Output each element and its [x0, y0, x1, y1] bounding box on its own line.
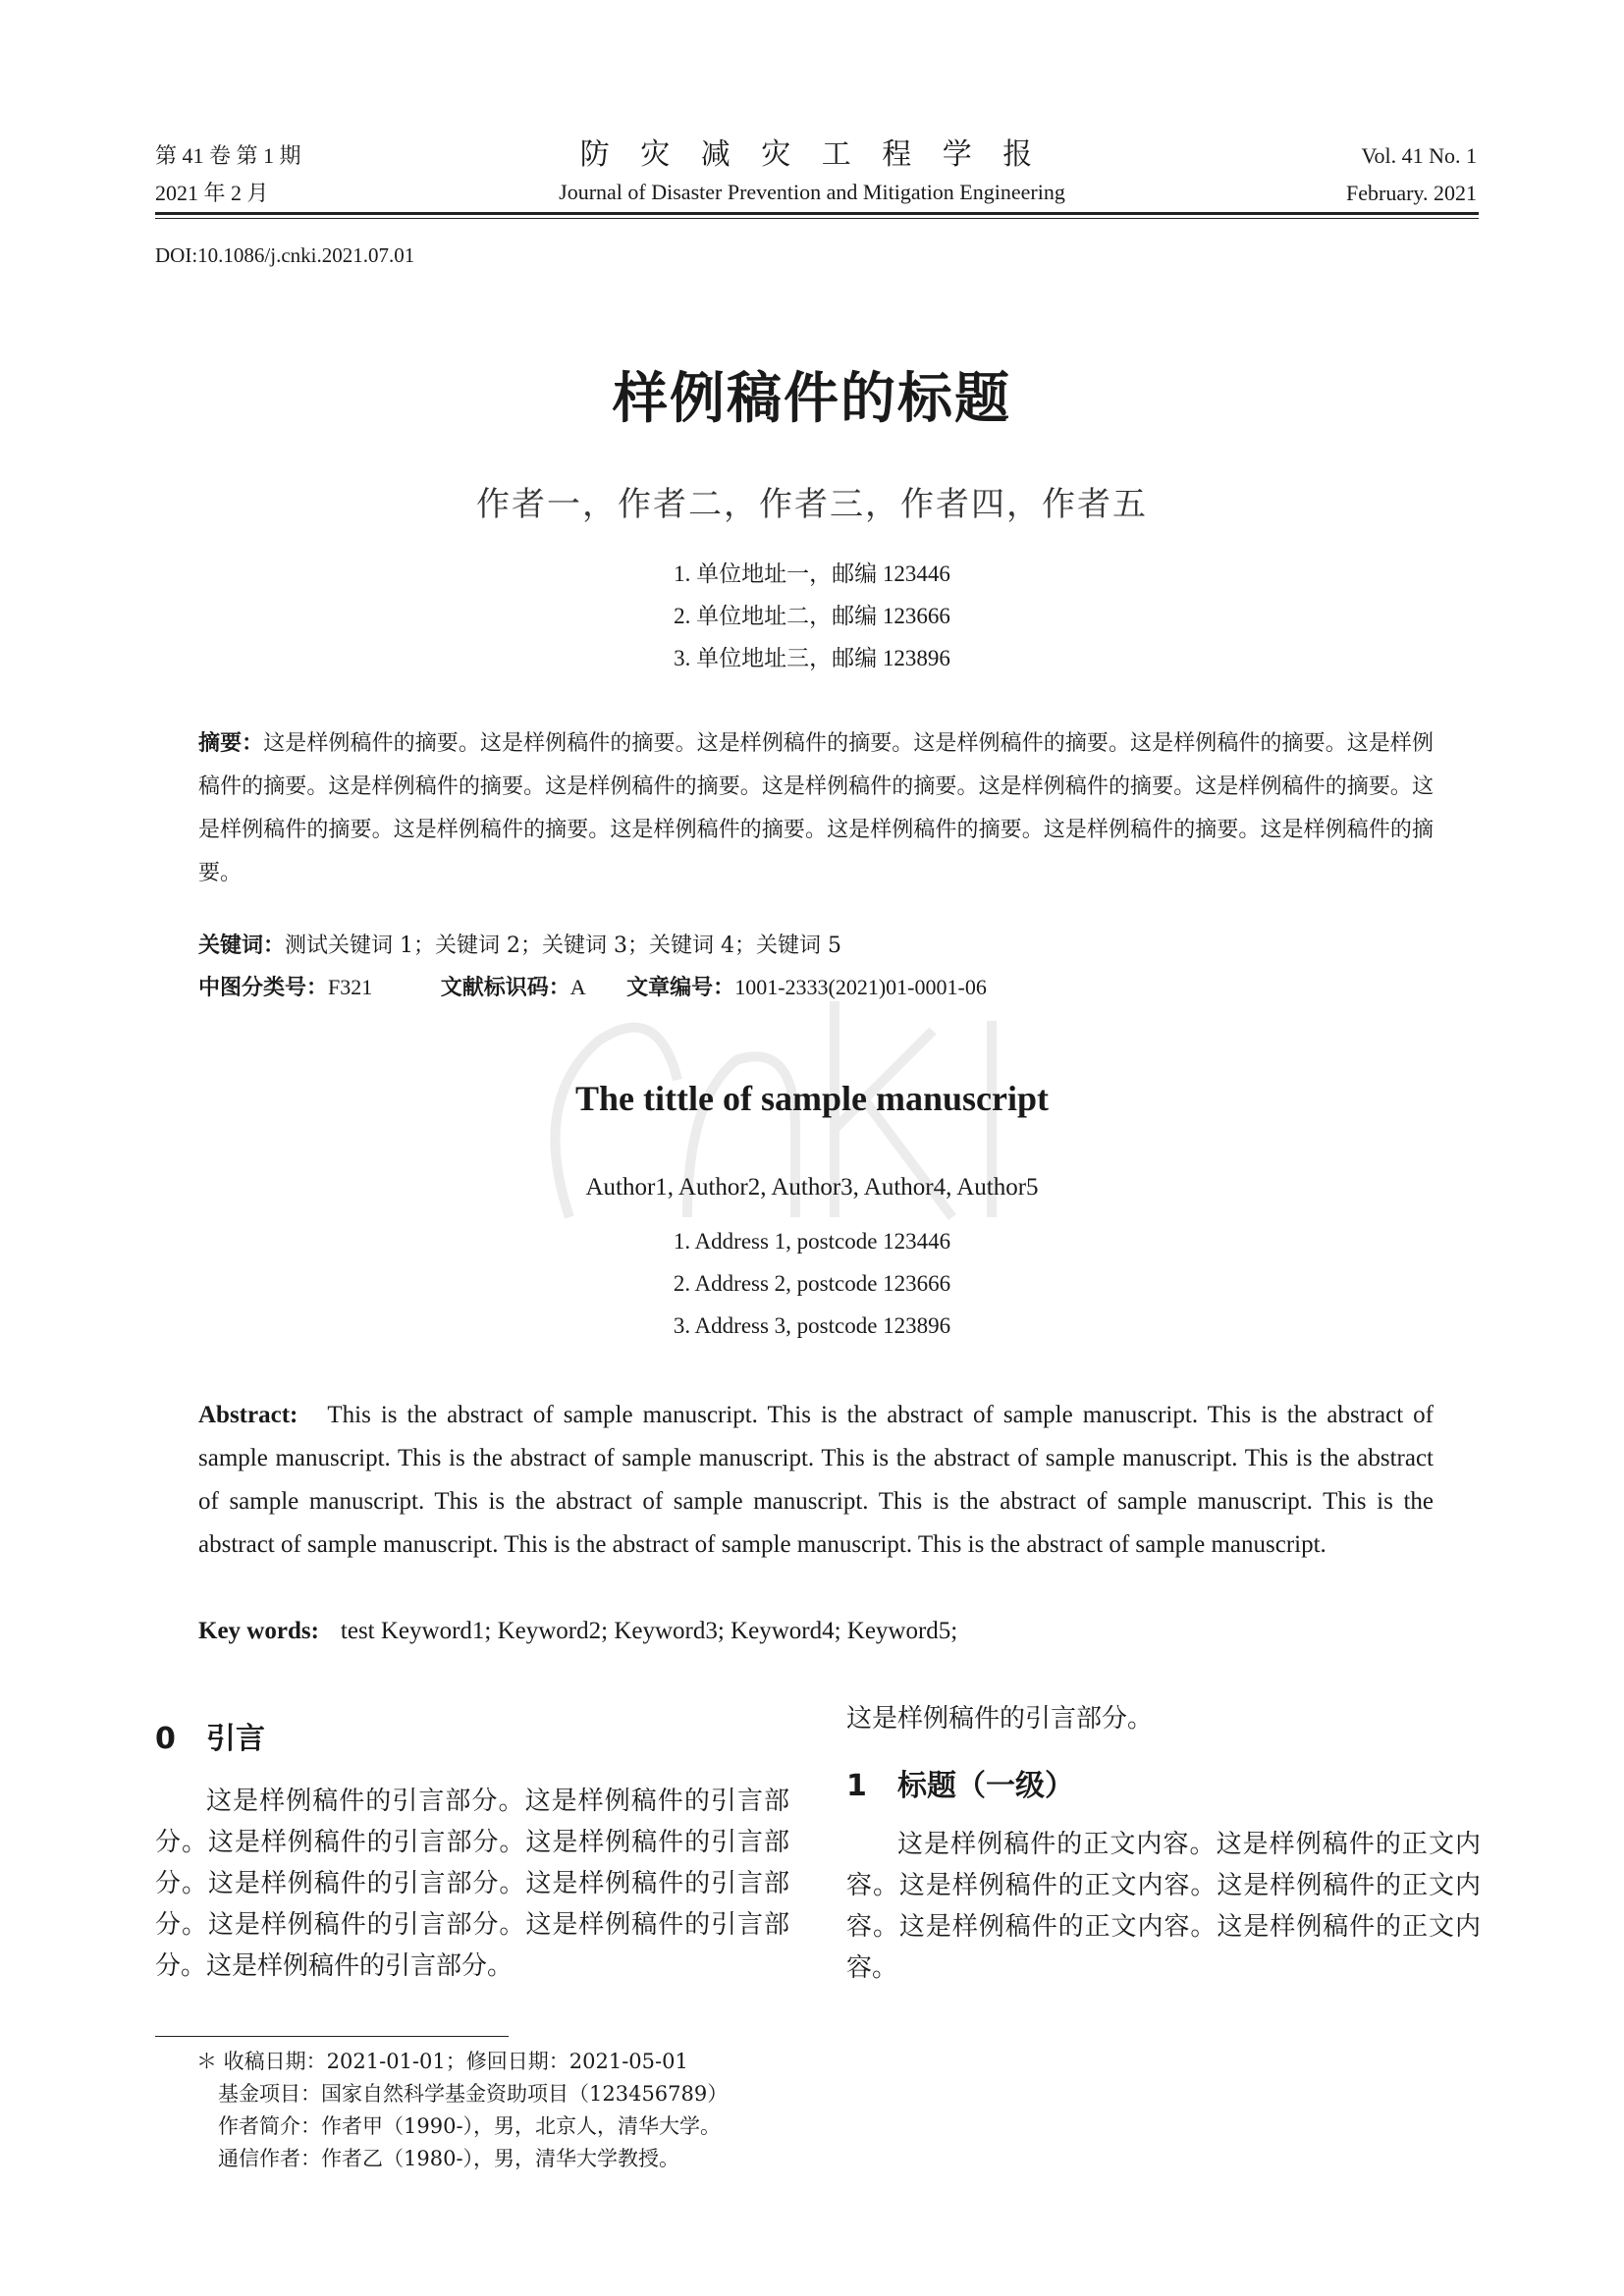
section-1-number: 1: [846, 1769, 867, 1803]
section-0-paragraph: 这是样例稿件的引言部分。这是样例稿件的引言部分。这是样例稿件的引言部分。这是样例稿件的引言部分。这是样例稿件的引言部分。这是样例稿件的引言部分。这是样例稿件的引言部分。这是样例稿件的引言部分。这是样例稿件的引言部分。: [155, 1787, 789, 1981]
header-rule-thick: [155, 212, 1479, 215]
abstract-en-text: This is the abstract of sample manuscript. This is the abstract of sample manuscript. This is the abstract of sample manuscript. This is the abstract of sample manuscript. This is the abstract of sample manuscript. This is the abstract of sample manuscript. This is the abstract of sample manuscript. This is the abstract of sample manuscript. This is the abstract of sample manuscript. This is the abstract of sample manuscript. This is the abstract of sample manuscript.: [198, 1402, 1434, 1558]
doc-code-label: 文献标识码：: [440, 976, 570, 1000]
footnote-funding: 基金项目：国家自然科学基金资助项目（123456789）: [218, 2082, 729, 2106]
footnote-author-bio: 作者简介：作者甲（1990-），男，北京人，清华大学。: [218, 2114, 722, 2138]
footnote: [196, 2046, 728, 2175]
section-0-number: 0: [155, 1722, 176, 1756]
authors-en: Author1, Author2, Author3, Author4, Author5: [585, 1174, 1039, 1201]
abstract-cn-text: 这是样例稿件的摘要。这是样例稿件的摘要。这是样例稿件的摘要。这是样例稿件的摘要。这是样例稿件的摘要。这是样例稿件的摘要。这是样例稿件的摘要。这是样例稿件的摘要。这是样例稿件的摘要。这是样例稿件的摘要。这是样例稿件的摘要。这是样例稿件的摘要。这是样例稿件的摘要。这是样例稿件的摘要。这是样例稿件的摘要。这是样例稿件的摘要。这是样例稿件的摘要。: [198, 731, 1434, 885]
affiliation-en-3: 3. Address 3, postcode 123896: [673, 1313, 951, 1338]
section-0-title: 引言: [206, 1722, 265, 1756]
doc-code-value: A: [569, 975, 586, 999]
volume-cn: 第 41 卷 第 1 期: [155, 143, 301, 168]
affiliation-en-1: 1. Address 1, postcode 123446: [673, 1229, 951, 1254]
title-cn: 样例稿件的标题: [613, 367, 1011, 431]
abstract-en-label: Abstract:: [198, 1402, 298, 1428]
keywords-en-label: Key words:: [198, 1618, 319, 1644]
section-1-heading: [846, 1761, 1481, 1804]
title-en: The tittle of sample manuscript: [575, 1079, 1049, 1118]
header-rule-thin: [155, 218, 1479, 219]
date-cn: 2021 年 2 月: [155, 181, 269, 205]
date-en: February. 2021: [1346, 181, 1477, 205]
section-0-continued: 这是样例稿件的引言部分。: [846, 1704, 1154, 1734]
affiliation-cn-2: 2. 单位地址二，邮编 123666: [674, 604, 950, 628]
section-1-paragraph: 这是样例稿件的正文内容。这是样例稿件的正文内容。这是样例稿件的正文内容。这是样例稿件的正文内容。这是样例稿件的正文内容。这是样例稿件的正文内容。: [846, 1830, 1481, 1983]
keywords-cn-text: 测试关键词 1；关键词 2；关键词 3；关键词 4；关键词 5: [285, 934, 841, 958]
footnote-corresponding: 通信作者：作者乙（1980-），男，清华大学教授。: [218, 2147, 680, 2170]
clc-label: 中图分类号：: [198, 976, 329, 1000]
abstract-en: [198, 1394, 1434, 1567]
article-number-label: 文章编号：: [626, 976, 735, 1000]
footnote-received: ＊ 收稿日期：2021-01-01；修回日期：2021-05-01: [196, 2050, 688, 2073]
authors-cn: 作者一，作者二，作者三，作者四，作者五: [476, 485, 1148, 524]
doi: DOI:10.1086/j.cnki.2021.07.01: [155, 243, 415, 267]
volume-en: Vol. 41 No. 1: [1361, 143, 1477, 168]
section-1-title: 标题（一级）: [897, 1769, 1074, 1803]
footnote-rule: [155, 2036, 509, 2037]
journal-name-en: Journal of Disaster Prevention and Mitigation Engineering: [559, 180, 1065, 204]
article-number-value: 1001-2333(2021)01-0001-06: [734, 975, 987, 999]
clc-value: F321: [328, 975, 373, 999]
abstract-cn: [198, 722, 1434, 895]
abstract-cn-label: 摘要：: [198, 731, 264, 756]
journal-name-cn: 防 灾 减 灾 工 程 学 报: [579, 138, 1045, 171]
keywords-cn-label: 关键词：: [198, 934, 286, 958]
affiliation-cn-1: 1. 单位地址一，邮编 123446: [674, 561, 950, 586]
keywords-en: [198, 1612, 1434, 1651]
keywords-en-text: test Keyword1; Keyword2; Keyword3; Keyword4; Keyword5;: [340, 1618, 958, 1644]
classification-row: [198, 968, 1434, 1008]
section-0-heading: [155, 1714, 789, 1757]
keywords-cn: [198, 927, 1434, 966]
affiliation-cn-3: 3. 单位地址三，邮编 123896: [674, 646, 950, 670]
header-volume-en-block: [1346, 137, 1477, 212]
affiliation-en-2: 2. Address 2, postcode 123666: [673, 1271, 951, 1296]
